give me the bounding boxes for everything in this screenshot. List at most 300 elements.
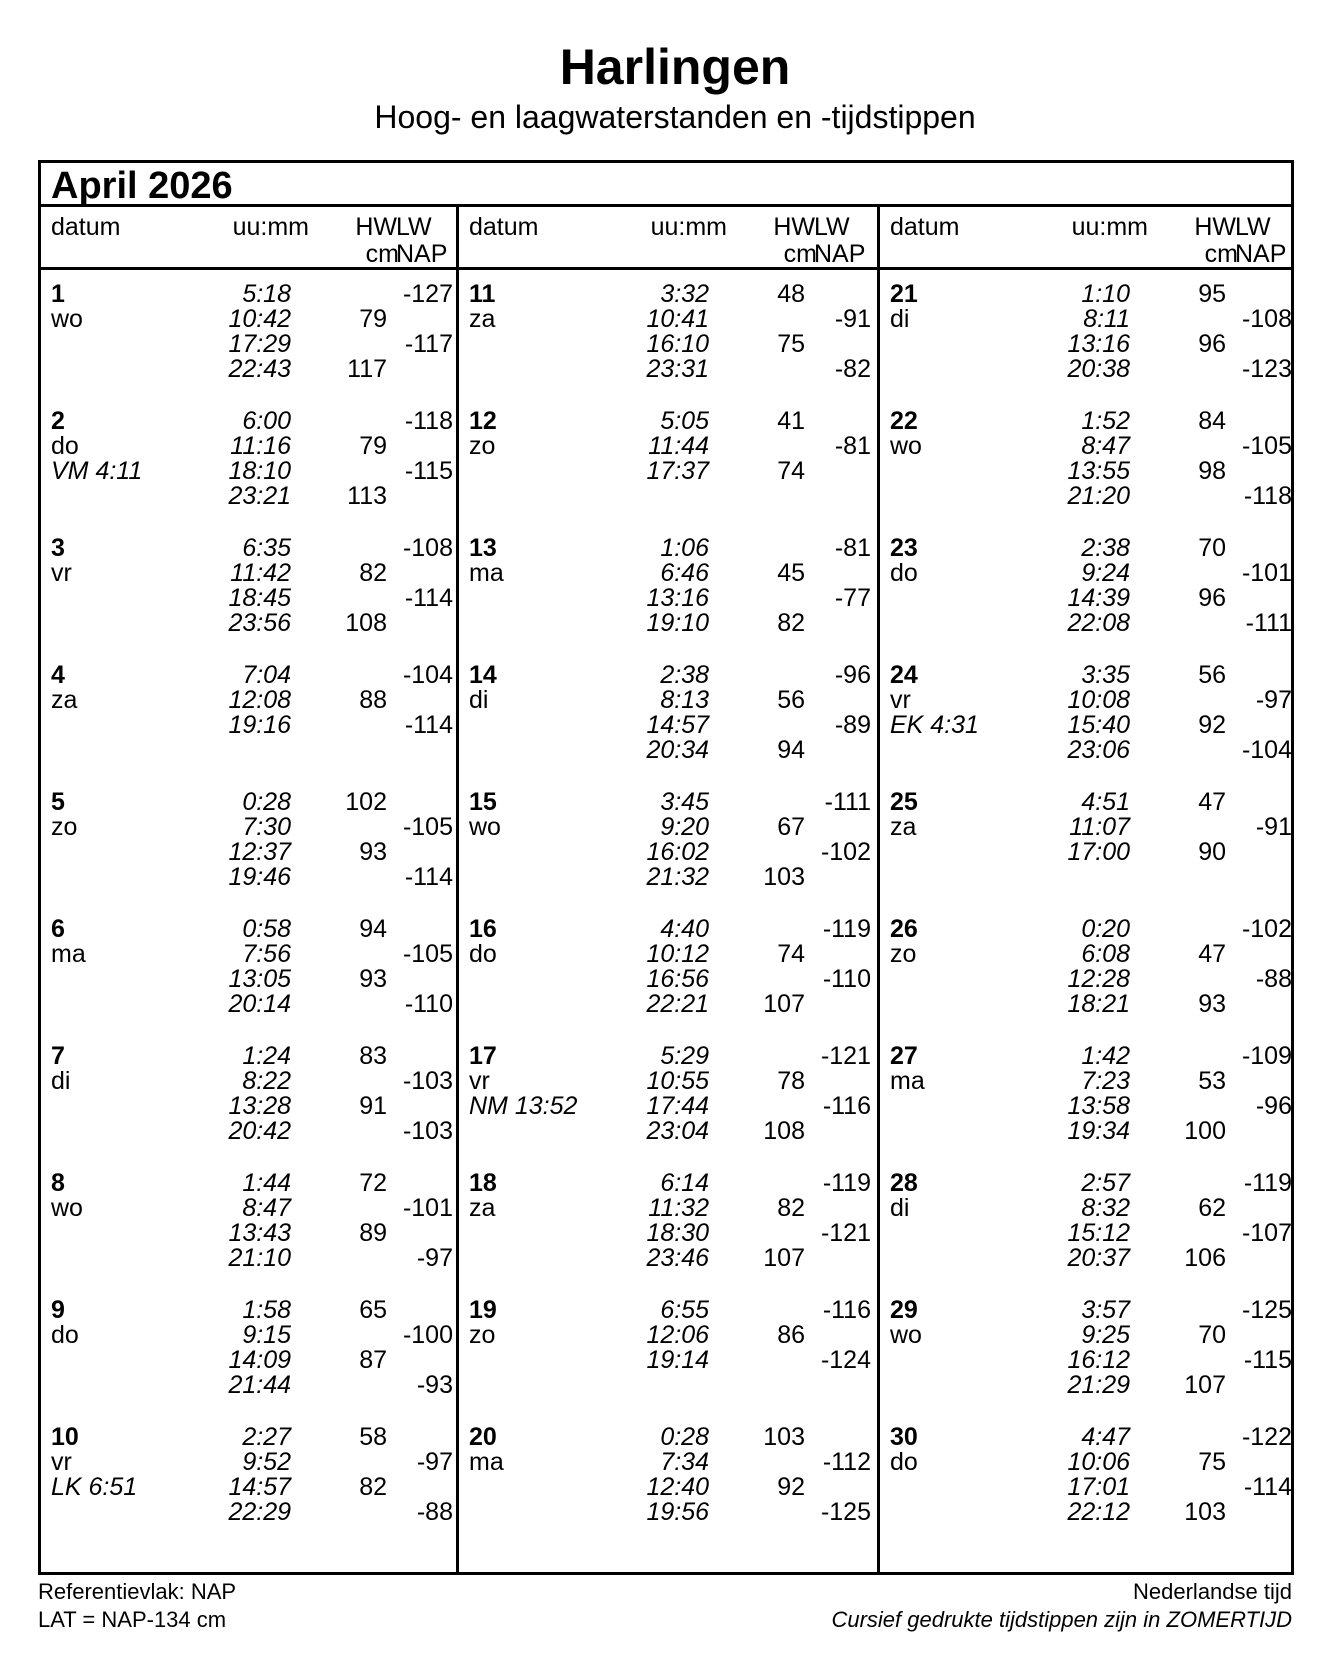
day-block (41, 409, 459, 536)
tide-row (880, 1196, 1298, 1221)
day-block (459, 282, 877, 409)
day-number: 23 (890, 534, 918, 562)
tide-row (459, 992, 877, 1017)
tide-row (41, 484, 459, 509)
tide-time: 22:08 (1067, 609, 1130, 637)
day-block (41, 1044, 459, 1171)
tide-row (459, 611, 877, 636)
day-block (880, 536, 1298, 663)
low-water-level: -118 (404, 407, 453, 435)
high-water-level: 67 (777, 813, 805, 841)
day-number: 21 (890, 280, 918, 308)
day-number: 10 (51, 1423, 79, 1451)
tide-row (41, 917, 459, 942)
tide-row (880, 815, 1298, 840)
footer-timezone: Nederlandse tijd (1133, 1579, 1292, 1604)
tide-time: 4:47 (1081, 1423, 1130, 1451)
tide-time: 3:32 (660, 280, 709, 308)
tide-row (880, 967, 1298, 992)
day-number: 2 (51, 407, 65, 435)
tide-time: 18:45 (228, 584, 291, 612)
low-water-level: -114 (404, 584, 453, 612)
day-number: 20 (469, 1423, 497, 1451)
tide-row (459, 586, 877, 611)
high-water-level: 75 (777, 330, 805, 358)
low-water-level: -117 (404, 330, 453, 358)
tide-row (880, 917, 1298, 942)
tide-time: 16:12 (1067, 1346, 1130, 1374)
day-block (41, 282, 459, 409)
tide-time: 2:38 (660, 661, 709, 689)
tide-row (41, 1119, 459, 1144)
low-water-level: -116 (822, 1296, 871, 1324)
low-water-level: -111 (824, 788, 871, 816)
tide-row (459, 942, 877, 967)
low-water-level: -111 (1245, 609, 1292, 637)
tide-row (459, 1425, 877, 1450)
tide-time: 17:01 (1067, 1473, 1130, 1501)
tide-row (880, 663, 1298, 688)
tide-time: 9:25 (1081, 1321, 1130, 1349)
tide-time: 1:42 (1081, 1042, 1130, 1070)
tide-row (41, 282, 459, 307)
tide-row (880, 1475, 1298, 1500)
high-water-level: 86 (777, 1321, 805, 1349)
tide-row (880, 790, 1298, 815)
low-water-level: -101 (402, 1194, 453, 1222)
day-block (880, 1044, 1298, 1171)
low-water-level: -97 (416, 1448, 453, 1476)
tide-row (459, 307, 877, 332)
low-water-level: -124 (820, 1346, 871, 1374)
tide-time: 6:55 (660, 1296, 709, 1324)
tide-row (41, 1044, 459, 1069)
weekday: za (469, 1194, 496, 1222)
tide-row (41, 815, 459, 840)
tide-row (880, 1044, 1298, 1069)
tide-row (41, 663, 459, 688)
tide-time: 20:42 (228, 1117, 291, 1145)
day-column (880, 210, 1298, 1572)
tide-row (459, 1171, 877, 1196)
low-water-level: -102 (820, 838, 871, 866)
tide-time: 18:21 (1067, 990, 1130, 1018)
weekday: wo (469, 813, 501, 841)
tide-time: 1:10 (1081, 280, 1130, 308)
tide-time: 1:52 (1081, 407, 1130, 435)
tide-row (459, 1044, 877, 1069)
high-water-level: 107 (763, 1244, 805, 1272)
day-number: 4 (51, 661, 65, 689)
high-water-level: 82 (777, 1194, 805, 1222)
tide-time: 21:32 (646, 863, 709, 891)
tide-row (880, 840, 1298, 865)
tide-row (880, 611, 1298, 636)
tide-time: 19:16 (228, 711, 291, 739)
tide-time: 6:00 (242, 407, 291, 435)
high-water-level: 56 (1198, 661, 1226, 689)
day-column (41, 210, 459, 1572)
high-water-level: 88 (359, 686, 387, 714)
tide-time: 0:20 (1081, 915, 1130, 943)
day-number: 25 (890, 788, 918, 816)
tide-time: 23:06 (1067, 736, 1130, 764)
day-number: 5 (51, 788, 65, 816)
low-water-level: -88 (416, 1498, 453, 1526)
tide-row (880, 688, 1298, 713)
day-number: 22 (890, 407, 918, 435)
tide-row (880, 992, 1298, 1017)
tide-time: 0:28 (660, 1423, 709, 1451)
day-block (880, 1298, 1298, 1425)
low-water-level: -119 (822, 1169, 871, 1197)
tide-row (880, 713, 1298, 738)
day-block (459, 790, 877, 917)
tide-row (41, 790, 459, 815)
weekday: vr (51, 559, 72, 587)
tide-time: 20:34 (646, 736, 709, 764)
weekday: di (890, 1194, 910, 1222)
tide-time: 13:58 (1067, 1092, 1130, 1120)
high-water-level: 93 (1198, 990, 1226, 1018)
low-water-level: -101 (1241, 559, 1292, 587)
tide-row (880, 282, 1298, 307)
tide-time: 4:51 (1081, 788, 1130, 816)
col-header-hw: HW (773, 213, 815, 241)
low-water-level: -110 (404, 990, 453, 1018)
tide-time: 13:16 (1067, 330, 1130, 358)
tide-time: 8:13 (660, 686, 709, 714)
col-header-hw: HW (355, 213, 397, 241)
day-number: 9 (51, 1296, 65, 1324)
tide-time: 13:28 (228, 1092, 291, 1120)
day-number: 11 (469, 280, 496, 308)
low-water-level: -114 (404, 711, 453, 739)
tide-row (41, 332, 459, 357)
tide-row (459, 1196, 877, 1221)
tide-time: 5:29 (660, 1042, 709, 1070)
tide-time: 9:20 (660, 813, 709, 841)
tide-row (459, 865, 877, 890)
tide-time: 1:44 (242, 1169, 291, 1197)
tide-row (41, 865, 459, 890)
high-water-level: 45 (777, 559, 805, 587)
day-number: 17 (469, 1042, 497, 1070)
tide-time: 8:32 (1081, 1194, 1130, 1222)
tide-row (880, 459, 1298, 484)
day-block (41, 1425, 459, 1552)
weekday: zo (469, 1321, 496, 1349)
low-water-level: -121 (820, 1042, 871, 1070)
tide-row (459, 282, 877, 307)
high-water-level: 103 (763, 863, 805, 891)
day-block (880, 1171, 1298, 1298)
tide-row (459, 1069, 877, 1094)
weekday: do (51, 432, 79, 460)
low-water-level: -110 (822, 965, 871, 993)
tide-row (880, 1119, 1298, 1144)
tide-time: 8:47 (1081, 432, 1130, 460)
day-number: 1 (51, 280, 65, 308)
high-water-level: 79 (359, 432, 387, 460)
footer-reference: Referentievlak: NAP (38, 1579, 237, 1604)
tide-row (880, 586, 1298, 611)
high-water-level: 92 (777, 1473, 805, 1501)
tide-row (880, 1348, 1298, 1373)
low-water-level: -82 (834, 355, 871, 383)
moon-phase: EK 4:31 (890, 711, 979, 739)
low-water-level: -122 (1241, 1423, 1292, 1451)
tide-time: 17:00 (1067, 838, 1130, 866)
high-water-level: 41 (777, 407, 805, 435)
tide-row (459, 840, 877, 865)
tide-time: 11:44 (648, 432, 709, 460)
col-header-unit: cm (783, 240, 817, 268)
tide-time: 13:43 (228, 1219, 291, 1247)
tide-time: 1:24 (242, 1042, 291, 1070)
tide-row (459, 688, 877, 713)
tide-row (41, 1246, 459, 1271)
low-water-level: -88 (1255, 965, 1292, 993)
col-header-time: uu:mm (232, 213, 309, 241)
high-water-level: 107 (763, 990, 805, 1018)
low-water-level: -127 (402, 280, 453, 308)
tide-row (880, 1425, 1298, 1450)
tide-time: 1:06 (660, 534, 709, 562)
tide-time: 23:31 (646, 355, 709, 383)
tide-row (41, 840, 459, 865)
low-water-level: -105 (1241, 432, 1292, 460)
tide-time: 10:41 (646, 305, 709, 333)
tide-row (459, 1450, 877, 1475)
col-header-ref: NAP (1235, 240, 1287, 268)
day-block (880, 790, 1298, 917)
tide-row (459, 1298, 877, 1323)
tide-time: 19:14 (646, 1346, 709, 1374)
tide-time: 7:04 (242, 661, 291, 689)
tide-time: 13:16 (646, 584, 709, 612)
tide-row (41, 1475, 459, 1500)
weekday: ma (469, 559, 504, 587)
tide-row (880, 561, 1298, 586)
tide-time: 9:52 (242, 1448, 291, 1476)
weekday: zo (469, 432, 496, 460)
tide-time: 2:27 (242, 1423, 291, 1451)
tide-time: 5:18 (242, 280, 291, 308)
tide-time: 11:32 (648, 1194, 709, 1222)
tide-time: 7:30 (242, 813, 291, 841)
high-water-level: 107 (1184, 1371, 1226, 1399)
col-header-time: uu:mm (1071, 213, 1148, 241)
low-water-level: -102 (1241, 915, 1292, 943)
moon-phase: LK 6:51 (51, 1473, 138, 1501)
tide-row (880, 357, 1298, 382)
high-water-level: 108 (345, 609, 387, 637)
high-water-level: 90 (1198, 838, 1226, 866)
weekday: do (469, 940, 497, 968)
day-block (459, 663, 877, 790)
tide-row (459, 1246, 877, 1271)
tide-time: 15:12 (1067, 1219, 1130, 1247)
tide-time: 11:42 (230, 559, 291, 587)
tide-time: 14:39 (1067, 584, 1130, 612)
tide-row (459, 1323, 877, 1348)
tide-row (459, 561, 877, 586)
tide-row (41, 307, 459, 332)
weekday: di (890, 305, 910, 333)
page-subtitle: Hoog- en laagwaterstanden en -tijdstippen (374, 99, 976, 135)
tide-row (880, 1094, 1298, 1119)
tide-row (41, 713, 459, 738)
tide-time: 2:38 (1081, 534, 1130, 562)
day-block (41, 536, 459, 663)
tide-row (41, 611, 459, 636)
tide-time: 8:47 (242, 1194, 291, 1222)
day-number: 26 (890, 915, 918, 943)
high-water-level: 82 (777, 609, 805, 637)
low-water-level: -96 (834, 661, 871, 689)
tide-time: 3:45 (660, 788, 709, 816)
high-water-level: 79 (359, 305, 387, 333)
high-water-level: 103 (763, 1423, 805, 1451)
day-number: 18 (469, 1169, 497, 1197)
high-water-level: 47 (1198, 788, 1226, 816)
weekday: vr (890, 686, 911, 714)
tide-time: 12:06 (646, 1321, 709, 1349)
tide-time: 10:12 (646, 940, 709, 968)
low-water-level: -97 (1255, 686, 1292, 714)
high-water-level: 87 (359, 1346, 387, 1374)
tide-row (880, 536, 1298, 561)
high-water-level: 93 (359, 838, 387, 866)
low-water-level: -114 (1243, 1473, 1292, 1501)
low-water-level: -97 (416, 1244, 453, 1272)
day-block (459, 1425, 877, 1552)
tide-time: 14:57 (228, 1473, 291, 1501)
weekday: zo (51, 813, 78, 841)
tide-row (41, 1450, 459, 1475)
page-title: Harlingen (559, 39, 791, 95)
weekday: wo (51, 305, 83, 333)
tide-time: 19:10 (646, 609, 709, 637)
tide-row (459, 1475, 877, 1500)
day-block (459, 917, 877, 1044)
weekday: wo (890, 432, 922, 460)
tide-time: 12:28 (1067, 965, 1130, 993)
tide-row (459, 815, 877, 840)
high-water-level: 93 (359, 965, 387, 993)
tide-time: 6:46 (660, 559, 709, 587)
high-water-level: 48 (777, 280, 805, 308)
weekday: ma (51, 940, 86, 968)
weekday: za (51, 686, 78, 714)
tide-row (459, 663, 877, 688)
tide-time: 6:35 (242, 534, 291, 562)
high-water-level: 113 (347, 482, 387, 510)
tide-time: 3:35 (1081, 661, 1130, 689)
tide-row (41, 942, 459, 967)
col-header-datum: datum (51, 213, 121, 241)
tide-row (880, 1298, 1298, 1323)
high-water-level: 83 (359, 1042, 387, 1070)
high-water-level: 100 (1184, 1117, 1226, 1145)
low-water-level: -104 (402, 661, 453, 689)
tide-row (459, 738, 877, 763)
high-water-level: 82 (359, 1473, 387, 1501)
tide-row (41, 1298, 459, 1323)
col-header-datum: datum (469, 213, 539, 241)
tide-row (41, 1171, 459, 1196)
high-water-level: 58 (359, 1423, 387, 1451)
tide-row (459, 357, 877, 382)
day-block (459, 1171, 877, 1298)
tide-row (41, 357, 459, 382)
tide-row (880, 307, 1298, 332)
tide-time: 6:08 (1081, 940, 1130, 968)
high-water-level: 98 (1198, 457, 1226, 485)
tide-time: 20:14 (228, 990, 291, 1018)
weekday: zo (890, 940, 917, 968)
day-number: 12 (469, 407, 497, 435)
tide-time: 9:15 (242, 1321, 291, 1349)
tide-row (459, 967, 877, 992)
low-water-level: -121 (820, 1219, 871, 1247)
tide-time: 7:34 (660, 1448, 709, 1476)
tide-row (880, 1323, 1298, 1348)
tide-time: 5:05 (660, 407, 709, 435)
tide-time: 12:37 (228, 838, 291, 866)
col-header-lw: LW (396, 213, 432, 241)
tide-time: 6:14 (660, 1169, 709, 1197)
tide-row (880, 484, 1298, 509)
high-water-level: 84 (1198, 407, 1226, 435)
weekday: za (469, 305, 496, 333)
high-water-level: 74 (777, 940, 805, 968)
low-water-level: -116 (822, 1092, 871, 1120)
tide-time: 2:57 (1081, 1169, 1130, 1197)
tide-row (459, 1119, 877, 1144)
tide-row (459, 917, 877, 942)
tide-time: 9:24 (1081, 559, 1130, 587)
col-header-ref: NAP (396, 240, 448, 268)
tide-row (880, 1450, 1298, 1475)
weekday: wo (51, 1194, 83, 1222)
day-block (41, 917, 459, 1044)
low-water-level: -77 (834, 584, 871, 612)
day-number: 24 (890, 661, 918, 689)
tide-row (459, 1373, 877, 1398)
month-divider (41, 204, 1291, 207)
day-block (41, 1171, 459, 1298)
high-water-level: 53 (1198, 1067, 1226, 1095)
tide-time: 7:56 (242, 940, 291, 968)
tide-time: 23:04 (646, 1117, 709, 1145)
weekday: za (890, 813, 917, 841)
high-water-level: 74 (777, 457, 805, 485)
tide-row (41, 1425, 459, 1450)
tide-time: 10:08 (1067, 686, 1130, 714)
tide-row (880, 332, 1298, 357)
tide-row (41, 586, 459, 611)
tide-row (459, 790, 877, 815)
tide-time: 21:29 (1067, 1371, 1130, 1399)
high-water-level: 96 (1198, 584, 1226, 612)
tide-time: 4:40 (660, 915, 709, 943)
low-water-level: -103 (402, 1067, 453, 1095)
weekday: di (469, 686, 489, 714)
tide-time: 20:38 (1067, 355, 1130, 383)
weekday: ma (890, 1067, 925, 1095)
